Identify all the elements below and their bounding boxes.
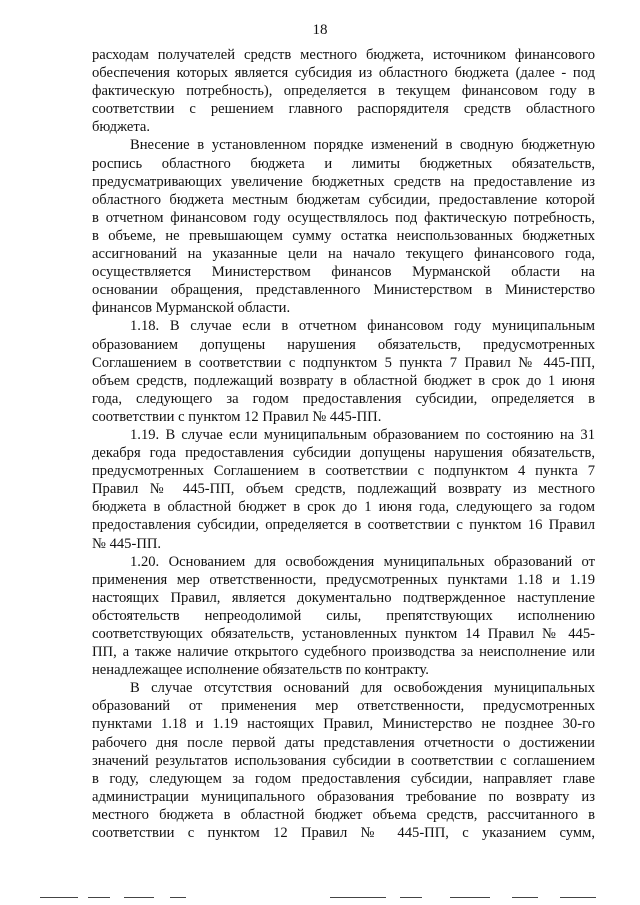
text-line: настоящих Правил, является документально подтвержденное наступление	[92, 589, 595, 606]
text-line: бюджета в областной бюджет в срок до 1 июня года, следующего за годом	[92, 499, 595, 516]
text-line: предусмотренных Соглашением в соответствии с подпунктом 4 пункта 7	[92, 463, 595, 480]
text-line: образований от применения мер ответственности, предусмотренных	[92, 698, 595, 715]
document-body	[92, 46, 595, 842]
text-line: фактическую потребность), определяется в текущем финансовом году в	[92, 83, 595, 100]
text-line: образованием допущены нарушения обязательств, предусмотренных	[92, 336, 595, 353]
text-line: роспись областного бюджета и лимиты бюджетных обязательств,	[92, 155, 595, 172]
text-line: 1.18. В случае если в отчетном финансовом году муниципальным	[130, 318, 595, 335]
text-line: ПП, а также наличие открытого судебного производства за неисполнение или	[92, 644, 595, 661]
text-line: декабря года предоставления субсидии допущены нарушения обязательств,	[92, 445, 595, 462]
text-line: значений результатов использования субсидии в соответствии с соглашением	[92, 752, 595, 769]
text-line: областного бюджета местным бюджетам субсидии, предоставление которой	[92, 191, 595, 208]
text-line: обеспечения которых является субсидия из областного бюджета (далее - под	[92, 65, 595, 82]
text-line: объем средств, подлежащий возврату в областной бюджет в срок до 1 июня	[92, 372, 595, 389]
text-line: соответствии с пунктом 12 Правил № 445-ПП.	[92, 408, 382, 425]
text-line: Соглашением в соответствии с подпунктом 5 пункта 7 Правил № 445-ПП,	[92, 354, 595, 371]
text-line: в году, следующем за годом предоставления субсидии, направляет главе	[92, 770, 595, 787]
text-line: ассигнований на указанные цели на начало текущего финансового года,	[92, 246, 595, 263]
paragraph-clause-1-20	[92, 553, 595, 680]
text-line: в объеме, не превышающем сумму остатка неиспользованных бюджетных	[92, 227, 595, 244]
paragraph-budget-changes	[92, 136, 595, 317]
text-line: года, следующего за годом предоставления субсидии, определяется в	[92, 390, 595, 407]
text-line: соответствии с пунктом 12 Правил № 445-ПП, с указанием сумм,	[92, 825, 595, 842]
text-line: основании обращения, представленного Министерством в Министерство	[92, 282, 595, 299]
text-line: № 445-ПП.	[92, 535, 162, 552]
text-line: соответствующих обязательств, установленных пунктом 14 Правил № 445-	[92, 626, 595, 642]
page-number: 18	[312, 22, 328, 38]
paragraph-clause-1-19	[92, 426, 595, 553]
paragraph-no-grounds	[92, 679, 595, 842]
text-line: предусматривающих увеличение бюджетных средств на предоставление из	[92, 173, 595, 190]
text-line: ненадлежащее исполнение обязательств по контракту.	[92, 662, 429, 679]
text-line: финансов Мурманской области.	[92, 300, 291, 317]
text-line: администрации муниципального образования требование по возврату из	[92, 788, 595, 805]
text-line: соответствии с решением главного распорядителя средств областного	[92, 101, 595, 118]
text-line: рабочего дня после первой даты представления отчетности о достижении	[92, 734, 595, 751]
text-line: 1.20. Основанием для освобождения муниципальных образований от	[130, 553, 595, 570]
text-line: обстоятельств непреодолимой силы, препятствующих исполнению	[92, 607, 595, 624]
text-line: применения мер ответственности, предусмотренных пунктами 1.18 и 1.19	[92, 571, 595, 588]
text-line: осуществляется Министерством финансов Мурманской области на	[92, 264, 595, 281]
paragraph-clause-1-18	[92, 317, 595, 426]
text-line: предоставления субсидии, определяется в соответствии с пунктом 16 Правил	[92, 517, 595, 534]
text-line: Внесение в установленном порядке изменений в сводную бюджетную	[130, 137, 595, 154]
text-line: 1.19. В случае если муниципальным образованием по состоянию на 31	[130, 426, 595, 443]
text-line: расходам получателей средств местного бюджета, источником финансового	[92, 47, 595, 63]
text-line: местного бюджета в областной бюджет объема средств, рассчитанного в	[92, 806, 595, 823]
text-line: бюджета.	[92, 119, 151, 136]
text-line: в отчетном финансовом году осуществлялось под фактическую потребность,	[92, 209, 595, 226]
scan-footer-marks	[0, 897, 640, 905]
text-line: Правил № 445-ПП, объем средств, подлежащий возврату из местного	[92, 481, 595, 498]
text-line: В случае отсутствия оснований для освобождения муниципальных	[130, 680, 595, 697]
text-line: пунктами 1.18 и 1.19 настоящих Правил, Министерство не позднее 30-го	[92, 716, 595, 733]
paragraph-continuation	[92, 46, 595, 136]
